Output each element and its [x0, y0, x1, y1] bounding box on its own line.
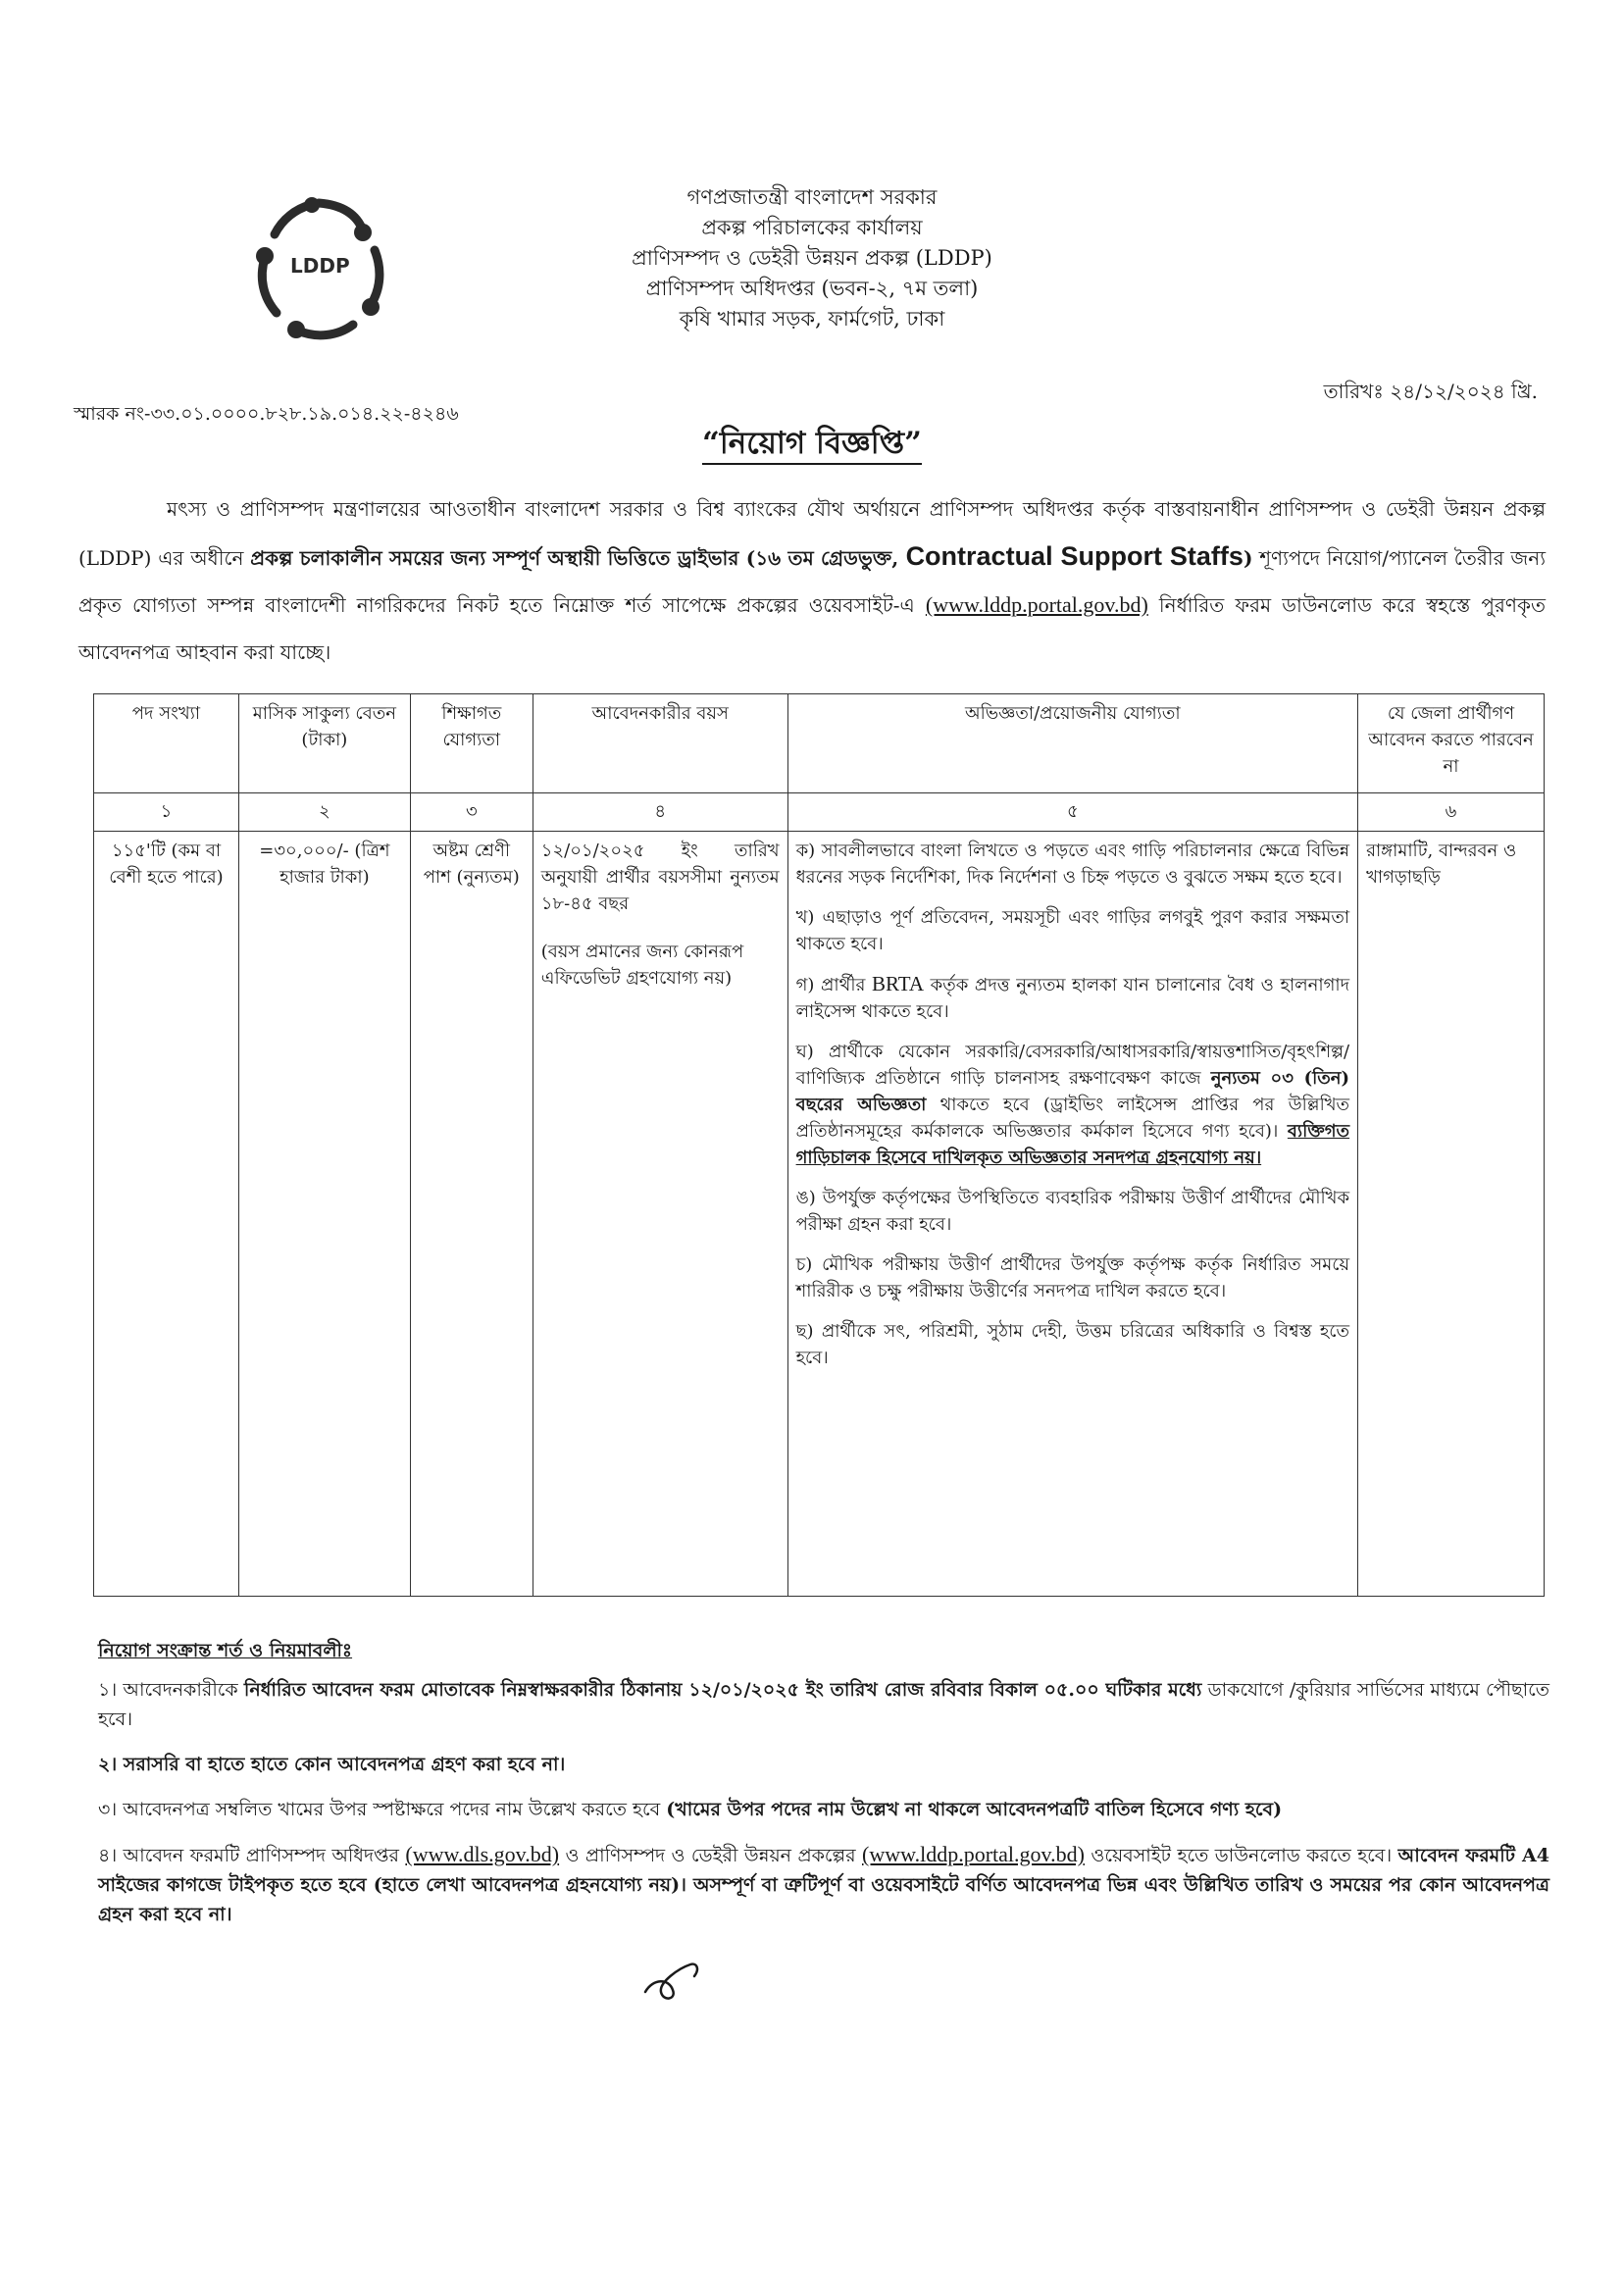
term-4-text-1: ৪। আবেদন ফরমটি প্রাণিসম্পদ অধিদপ্তর — [98, 1845, 406, 1866]
requirement-d-bold: নুন্যতম ০৩ (তিন) বছরের অভিজ্ঞতা — [795, 1068, 1350, 1115]
requirements-cell — [787, 832, 1357, 1597]
logo-text: LDDP — [290, 254, 350, 278]
column-number: ২ — [238, 793, 410, 832]
notice-title-text: “নিয়োগ বিজ্ঞপ্তি” — [702, 426, 922, 465]
notice-date: তারিখঃ ২৪/১২/২০২৪ খ্রি. — [1323, 380, 1538, 403]
header-line-4: প্রাণিসম্পদ অধিদপ্তর (ভবন-২, ৭ম তলা) — [645, 277, 979, 300]
requirement-c-text-1: গ) প্রার্থীর — [795, 975, 872, 995]
header-age: আবেদনকারীর বয়স — [533, 694, 787, 793]
requirement-a: ক) সাবলীলভাবে বাংলা লিখতে ও পড়তে এবং গাড়ি পরিচালনার ক্ষেত্রে বিভিন্ন ধরনের সড়ক নির্দেশিকা, দিক নির্দেশনা ও চিহ্ন পড়তে ও বুঝতে সক্ষম হতে হবে। — [795, 841, 1350, 888]
salary-cell: =৩০,০০০/- (ত্রিশ হাজার টাকা) — [238, 832, 410, 1597]
requirement-c — [796, 971, 1349, 1025]
intro-bold-1: প্রকল্প চলাকালীন সময়ের জন্য সম্পূর্ণ অস্থায়ী ভিত্তিতে ড্রাইভার (১৬ তম গ্রেডভুক্ত, — [250, 546, 906, 570]
term-1-bold: নির্ধারিত আবেদন ফরম মোতাবেক নিম্নস্বাক্ষরকারীর ঠিকানায় ১২/০১/২০২৫ ইং তারিখ রোজ রবিবার বিকাল ০৫.০০ ঘটিকার মধ্যে — [243, 1679, 1202, 1701]
dls-website-link[interactable]: (www.dls.gov.bd) — [405, 1842, 560, 1866]
excluded-districts-cell: রাঙ্গামাটি, বান্দরবন ও খাগড়াছড়ি — [1358, 832, 1545, 1597]
requirement-b: খ) এছাড়াও পূর্ণ প্রতিবেদন, সময়সূচী এবং গাড়ির লগবুই পুরণ করার সক্ষমতা থাকতে হবে। — [795, 907, 1350, 954]
term-3-text-1: ৩। আবেদনপত্র সম্বলিত খামের উপর স্পষ্টাক্ষরে পদের নাম উল্লেখ করতে হবে — [98, 1799, 667, 1820]
column-number: ১ — [94, 793, 239, 832]
posts-cell: ১১৫'টি (কম বা বেশী হতে পারে) — [94, 832, 239, 1597]
header-requirements: অভিজ্ঞতা/প্রয়োজনীয় যোগ্যতা — [787, 694, 1357, 793]
signature-mark — [639, 1955, 708, 2006]
signature-scribble — [639, 1955, 708, 2006]
requirement-c-brta: BRTA — [871, 972, 925, 995]
term-2 — [98, 1750, 1549, 1779]
requirement-d-underlined: ব্যক্তিগত গাড়িচালক হিসেবে দাখিলকৃত অভিজ্ঞতার সনদপত্র গ্রহনযোগ্য নয়। — [795, 1121, 1350, 1168]
term-1-text-1: ১। আবেদনকারীকে — [98, 1679, 244, 1701]
column-number: ৬ — [1358, 793, 1545, 832]
term-1-text-2: ডাকযোগে /কুরিয়ার সার্ভিসের মাধ্যমে পৌছাতে হবে। — [98, 1679, 1550, 1730]
age-note: (বয়স প্রমানের জন্য কোনরূপ এফিডেভিট গ্রহণযোগ্য নয়) — [540, 942, 744, 989]
intro-paragraph — [78, 485, 1546, 676]
term-2-text: ২। সরাসরি বা হাতে হাতে কোন আবেদনপত্র গ্রহণ করা হবে না। — [98, 1754, 566, 1775]
intro-website-link[interactable]: (www.lddp.portal.gov.bd) — [925, 592, 1148, 617]
requirement-g: ছ) প্রার্থীকে সৎ, পরিশ্রমী, সুঠাম দেহী, উত্তম চরিত্রের অধিকারি ও বিশ্বস্ত হতে হবে। — [795, 1321, 1350, 1368]
requirement-d — [796, 1039, 1349, 1171]
header-salary: মাসিক সাকুল্য বেতন (টাকা) — [238, 694, 410, 793]
lddp-website-link[interactable]: (www.lddp.portal.gov.bd) — [862, 1842, 1085, 1866]
requirement-d-text-1: ঘ) প্রার্থীকে যেকোন সরকারি/বেসরকারি/আধাসরকারি/স্বায়ত্তশাসিত/বৃহৎশিল্প/বাণিজ্যিক প্রতিষ্ঠানে গাড়ি চালনাসহ রক্ষণাবেক্ষণ কাজে — [795, 1042, 1350, 1089]
vacancy-table — [93, 693, 1545, 1597]
age-cell — [533, 832, 787, 1597]
header-education: শিক্ষাগত যোগ্যতা — [410, 694, 533, 793]
header-line-1: গণপ্রজাতন্ত্রী বাংলাদেশ সরকার — [686, 185, 938, 209]
intro-bold-2: ) — [1243, 546, 1253, 570]
memo-number: স্মারক নং-৩৩.০১.০০০০.৮২৮.১৯.০১৪.২২-৪২৪৬ — [74, 403, 459, 425]
requirement-f: চ) মৌখিক পরীক্ষায় উত্তীর্ণ প্রার্থীদের উপর্যুক্ত কর্তৃপক্ষ কর্তৃক নির্ধারিত সময়ে শারিরীক ও চক্ষু পরীক্ষায় উত্তীর্ণের সনদপত্র দাখিল করতে হবে। — [795, 1254, 1350, 1301]
term-3-bold: (খামের উপর পদের নাম উল্লেখ না থাকলে আবেদনপত্রটি বাতিল হিসেবে গণ্য হবে) — [666, 1799, 1283, 1820]
header-posts: পদ সংখ্যা — [94, 694, 239, 793]
table-row — [94, 832, 1545, 1597]
intro-text-3: নির্ধারিত ফরম ডাউনলোড করে স্বহস্তে পুরণকৃত আবেদনপত্র আহবান করা যাচ্ছে। — [78, 593, 1546, 664]
header-line-2: প্রকল্প পরিচালকের কার্যালয় — [701, 216, 923, 239]
age-limit: ১২/০১/২০২৫ ইং তারিখ অনুযায়ী প্রার্থীর বয়সসীমা নুন্যতম ১৮-৪৫ বছর — [540, 841, 780, 914]
column-number: ৫ — [787, 793, 1357, 832]
header-line-5: কৃষি খামার সড়ক, ফার্মগেট, ঢাকা — [679, 307, 945, 331]
terms-section — [98, 1636, 1549, 1945]
terms-heading: নিয়োগ সংক্রান্ত শর্ত ও নিয়মাবলীঃ — [98, 1640, 353, 1661]
term-4-text-2: ও প্রাণিসম্পদ ও ডেইরী উন্নয়ন প্রকল্পের — [559, 1845, 863, 1866]
column-number: ৪ — [533, 793, 787, 832]
term-4 — [98, 1840, 1549, 1929]
intro-text-1: মৎস্য ও প্রাণিসম্পদ মন্ত্রণালয়ের আওতাধীন বাংলাদেশ সরকার ও বিশ্ব ব্যাংকের যৌথ অর্থায়নে প্রাণিসম্পদ অধিদপ্তর কর্তৃক বাস্তবায়নাধীন প্রাণিসম্পদ ও ডেইরী উন্নয়ন প্রকল্প (LDDP) এর অধীনে — [78, 497, 1546, 570]
term-4-bold: আবেদন ফরমটি A4 সাইজের কাগজে টাইপকৃত হতে হবে (হাতে লেখা আবেদনপত্র গ্রহনযোগ্য নয়)। অসম্পূর্ণ বা ত্রুটিপূর্ণ বা ওয়েবসাইটে বর্ণিত আবেদনপত্র ভিন্ন এবং উল্লিখিত তারিখ ও সময়ের পর কোন আবেদনপত্র গ্রহন করা হবে না। — [98, 1845, 1549, 1925]
intro-bold-latin: Contractual Support Staffs — [905, 541, 1243, 571]
term-3 — [98, 1795, 1549, 1824]
education-cell: অষ্টম শ্রেণী পাশ (নুন্যতম) — [410, 832, 533, 1597]
column-number: ৩ — [410, 793, 533, 832]
office-header — [0, 182, 1624, 334]
term-4-text-3: ওয়েবসাইট হতে ডাউনলোড করতে হবে। — [1084, 1845, 1398, 1866]
intro-text-2: শূণ্যপদে নিয়োগ/প্যানেল তৈরীর জন্য প্রকৃত যোগ্যতা সম্পন্ন বাংলাদেশী নাগরিকদের নিকট হতে নিম্নোক্ত শর্ত সাপেক্ষে প্রকল্পের ওয়েবসাইট-এ — [78, 546, 1547, 617]
notice-title — [0, 420, 1624, 471]
requirement-d-text-2: থাকতে হবে (ড্রাইভিং লাইসেন্স প্রাপ্তির পর উল্লিখিত প্রতিষ্ঠানসমূহের কর্মকালকে অভিজ্ঞতার কর্মকাল হিসেবে গণ্য হবে)। — [795, 1095, 1350, 1142]
table-header-row — [94, 694, 1545, 793]
term-1 — [98, 1675, 1549, 1734]
table-number-row — [94, 793, 1545, 832]
header-line-3: প্রাণিসম্পদ ও ডেইরী উন্নয়ন প্রকল্প (LDDP) — [632, 246, 992, 270]
requirement-e: ঙ) উপর্যুক্ত কর্তৃপক্ষের উপস্থিতিতে ব্যবহারিক পরীক্ষায় উত্তীর্ণ প্রার্থীদের মৌখিক পরীক্ষা গ্রহন করা হবে। — [795, 1188, 1350, 1235]
header-excluded-districts: যে জেলা প্রার্থীগণ আবেদন করতে পারবেন না — [1358, 694, 1545, 793]
requirement-c-text-2: কর্তৃক প্রদত্ত নুন্যতম হালকা যান চালানোর বৈধ ও হালনাগাদ লাইসেন্স থাকতে হবে। — [795, 975, 1350, 1022]
